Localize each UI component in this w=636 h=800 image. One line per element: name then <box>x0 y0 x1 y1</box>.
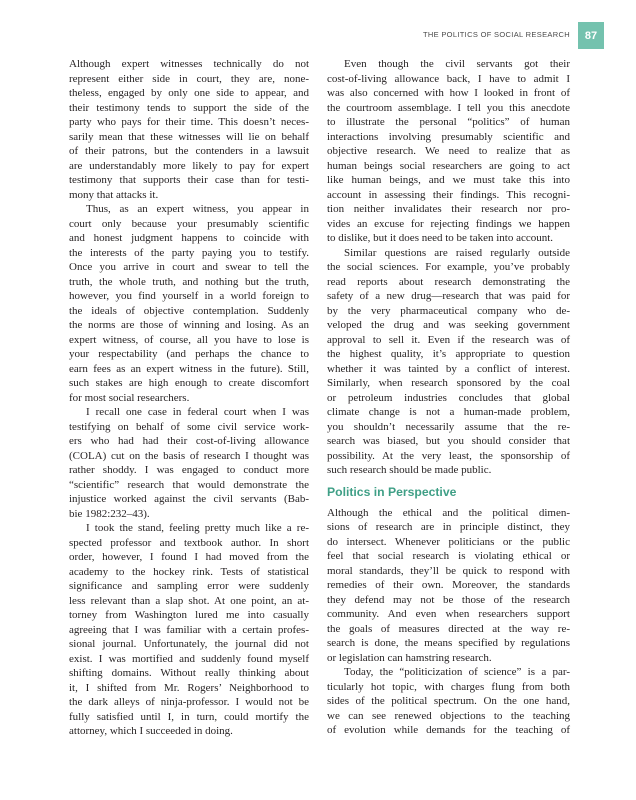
text-line: whether it was tainted by a conflict of interest. <box>327 362 570 375</box>
text-line: read reports about research demonstrating the <box>327 275 570 288</box>
paragraph <box>69 57 309 202</box>
paragraph <box>69 202 309 405</box>
text-line: Today, the “politicization of science” is a par- <box>344 666 570 678</box>
text-line: veloped the drug and was seeking government <box>327 319 570 331</box>
text-line: the courtroom assemblage. I tell you this anecdote <box>327 101 570 114</box>
text-line: spected professor and textbook author. In short <box>69 536 309 549</box>
text-line: the interests of the party paying you to testify. <box>69 246 309 259</box>
text-line: sides of the political spectrum. On the one hand, <box>327 695 570 707</box>
text-line: torney from Washington lured me into casually <box>69 609 309 621</box>
text-line: we can see renewed objections to the teaching <box>327 709 570 722</box>
text-line: court only because your presumably scientific <box>69 217 309 230</box>
text-line: feel that social research is violating ethical or <box>327 550 570 562</box>
text-line: was also concerned with how I looked in front of <box>327 87 570 99</box>
text-line: remedies of their own. Moreover, the standards <box>327 579 570 591</box>
text-line: expert witness, of course, all you have to lose is <box>69 333 309 346</box>
text-line: testifying on behalf of some civil service work- <box>69 420 309 433</box>
text-line: they defend may not be those of the research <box>327 593 570 606</box>
text-line: or legislation can hamstring research. <box>327 651 492 664</box>
text-line: ticularly hot topic, with charges flung from both <box>327 680 570 693</box>
text-line: Similarly, when research sponsored by the coal <box>327 377 570 389</box>
right-column <box>327 57 570 738</box>
text-line: academy to the hockey rink. Tests of statistical <box>69 565 309 578</box>
text-line: I took the stand, feeling pretty much like a re- <box>86 522 309 534</box>
text-line: human beings social researchers are going to act <box>327 159 570 172</box>
text-line: are understandably more likely to pay for expert <box>69 159 309 172</box>
text-line: Although the ethical and the political dimen- <box>327 506 570 519</box>
text-line: party who pays for their time. This doesn’t neces- <box>69 116 309 128</box>
text-line: truth, the whole truth, and nothing but the truth, <box>69 275 309 288</box>
text-line: shifting domains. Without really thinking about <box>69 667 309 679</box>
text-line: the dark alleys of ninja-professor. I would not be <box>69 696 309 708</box>
text-line: community. And even when researchers support <box>327 608 570 620</box>
paragraph <box>327 246 570 478</box>
text-line: however, you find yourself in a world foreign to <box>69 290 309 302</box>
text-line: for most social researchers. <box>69 391 190 404</box>
text-line: safety of a new drug—research that was paid for <box>327 290 570 302</box>
text-line: significance and sampling error were suddenly <box>69 580 309 592</box>
text-line: (COLA) cut on the basis of research I thought was <box>69 449 309 462</box>
text-line: Thus, as an expert witness, you appear in <box>86 203 309 215</box>
text-line: exist. I was mortified and suddenly found myself <box>69 652 309 665</box>
text-line: vides an excuse for rejecting findings we happen <box>327 217 570 230</box>
text-line: order, however, I found I had moved from the <box>69 551 309 563</box>
text-line: of evolution while demands for the teaching of <box>327 724 570 736</box>
text-line: do intersect. Whenever politicians or the public <box>327 535 570 548</box>
text-line: “scientific” research that would demonstrate the <box>69 478 309 491</box>
text-line: I recall one case in federal court when I was <box>86 406 309 418</box>
section-heading: Politics in Perspective <box>327 484 457 499</box>
running-head: THE POLITICS OF SOCIAL RESEARCH <box>422 30 570 39</box>
text-line: climate change is not a human-made problem, <box>327 406 570 418</box>
text-line: to dislike, but it does need to be taken into account. <box>327 232 554 244</box>
text-line: search was biased, but you should consider that <box>327 435 570 447</box>
text-line: approval to sell it. Even if the research was of <box>327 333 570 346</box>
paragraph <box>327 57 570 246</box>
text-line: objective research. We need to realize that as <box>327 145 570 157</box>
text-line: by the very pharmaceutical company who de- <box>327 304 570 317</box>
text-line: search is done, the means specified by regulations <box>327 637 570 649</box>
text-line: sarily mean that these witnesses will lie on behalf <box>69 130 309 143</box>
paragraph <box>69 521 309 739</box>
text-line: the highest quality, it’s appropriate to question <box>327 348 570 360</box>
text-line: represent either side in court, they are, none- <box>69 72 309 85</box>
text-line: Although expert witnesses technically do not <box>69 58 309 70</box>
text-line: their testimony tends to support the side of the <box>69 101 309 114</box>
text-line: you shouldn’t necessarily assume that the re- <box>327 420 570 433</box>
text-line: the social sciences. For example, you’ve probably <box>327 261 570 273</box>
text-line: ers who had had their cost-of-living allowance <box>69 435 309 447</box>
page-number: 87 <box>584 30 598 42</box>
text-line: moral standards, they’ll be quick to respond with <box>327 564 570 577</box>
text-line: Once you arrive in court and swear to tell the <box>69 261 309 273</box>
text-line: agreeing that I was familiar with a certain profes- <box>69 623 309 636</box>
text-line: bie 1982:232–43). <box>69 507 150 520</box>
text-line: to illustrate the personal “politics” of human <box>327 116 570 128</box>
text-line: injustice worked against the civil servants (Bab- <box>69 493 309 505</box>
text-line: like human beings, and we must take this into <box>327 174 570 186</box>
text-line: such research should be made public. <box>327 464 492 476</box>
paragraph <box>69 405 309 521</box>
text-line: account in assessing their findings. This recogni- <box>327 188 570 201</box>
text-line: attorney, which I succeeded in doing. <box>69 725 233 737</box>
text-line: or petroleum industries concludes that global <box>327 391 570 404</box>
left-column <box>69 57 309 739</box>
text-line: Similar questions are raised regularly outside <box>344 246 570 259</box>
paragraph <box>327 665 570 738</box>
text-line: rather shoddy. I was engaged to conduct more <box>69 464 309 476</box>
page-number-box <box>578 22 604 49</box>
text-line: your respectability (and perhaps the chance to <box>69 348 309 360</box>
text-line: the goals of measures directed at the way re- <box>327 622 570 635</box>
text-line: and honest judgment happens to coincide with <box>69 232 309 244</box>
text-line: cost-of-living allowance back, I have to admit I <box>327 72 570 85</box>
text-line: less relevant than a slap shot. At one point, an at- <box>69 594 309 607</box>
text-line: the ideals of objective contemplation. Suddenly <box>69 304 309 317</box>
text-line: sional journal. Unfortunately, the journal did not <box>69 638 309 650</box>
text-line: it, I shifted from Mr. Rogers’ Neighborhood to <box>69 681 309 694</box>
text-line: testimony that supports their case than for testi- <box>69 174 309 186</box>
text-line: of their patrons, but the contenders in a lawsuit <box>69 145 309 157</box>
text-line: interactions involving presumably scientific and <box>327 130 570 143</box>
text-line: the norms are those of winning and losing. As an <box>69 319 309 331</box>
text-line: theless, engaged by only one side to appear, and <box>69 87 309 99</box>
text-line: sions of research are in principle distinct, they <box>327 521 570 533</box>
text-line: Even though the civil servants got their <box>344 58 570 70</box>
text-line: mony that attacks it. <box>69 188 159 201</box>
text-line: fully satisfied until I, in turn, could mortify the <box>69 710 309 723</box>
text-line: such stakes are high enough to create discomfort <box>69 377 309 389</box>
text-line: possibility. At the very least, the sponsorship of <box>327 449 570 462</box>
text-line: earn fees as an expert witness in the future). Still, <box>69 362 309 375</box>
text-line: tion neither invalidates their research nor pro- <box>327 203 570 215</box>
paragraph <box>327 506 570 666</box>
